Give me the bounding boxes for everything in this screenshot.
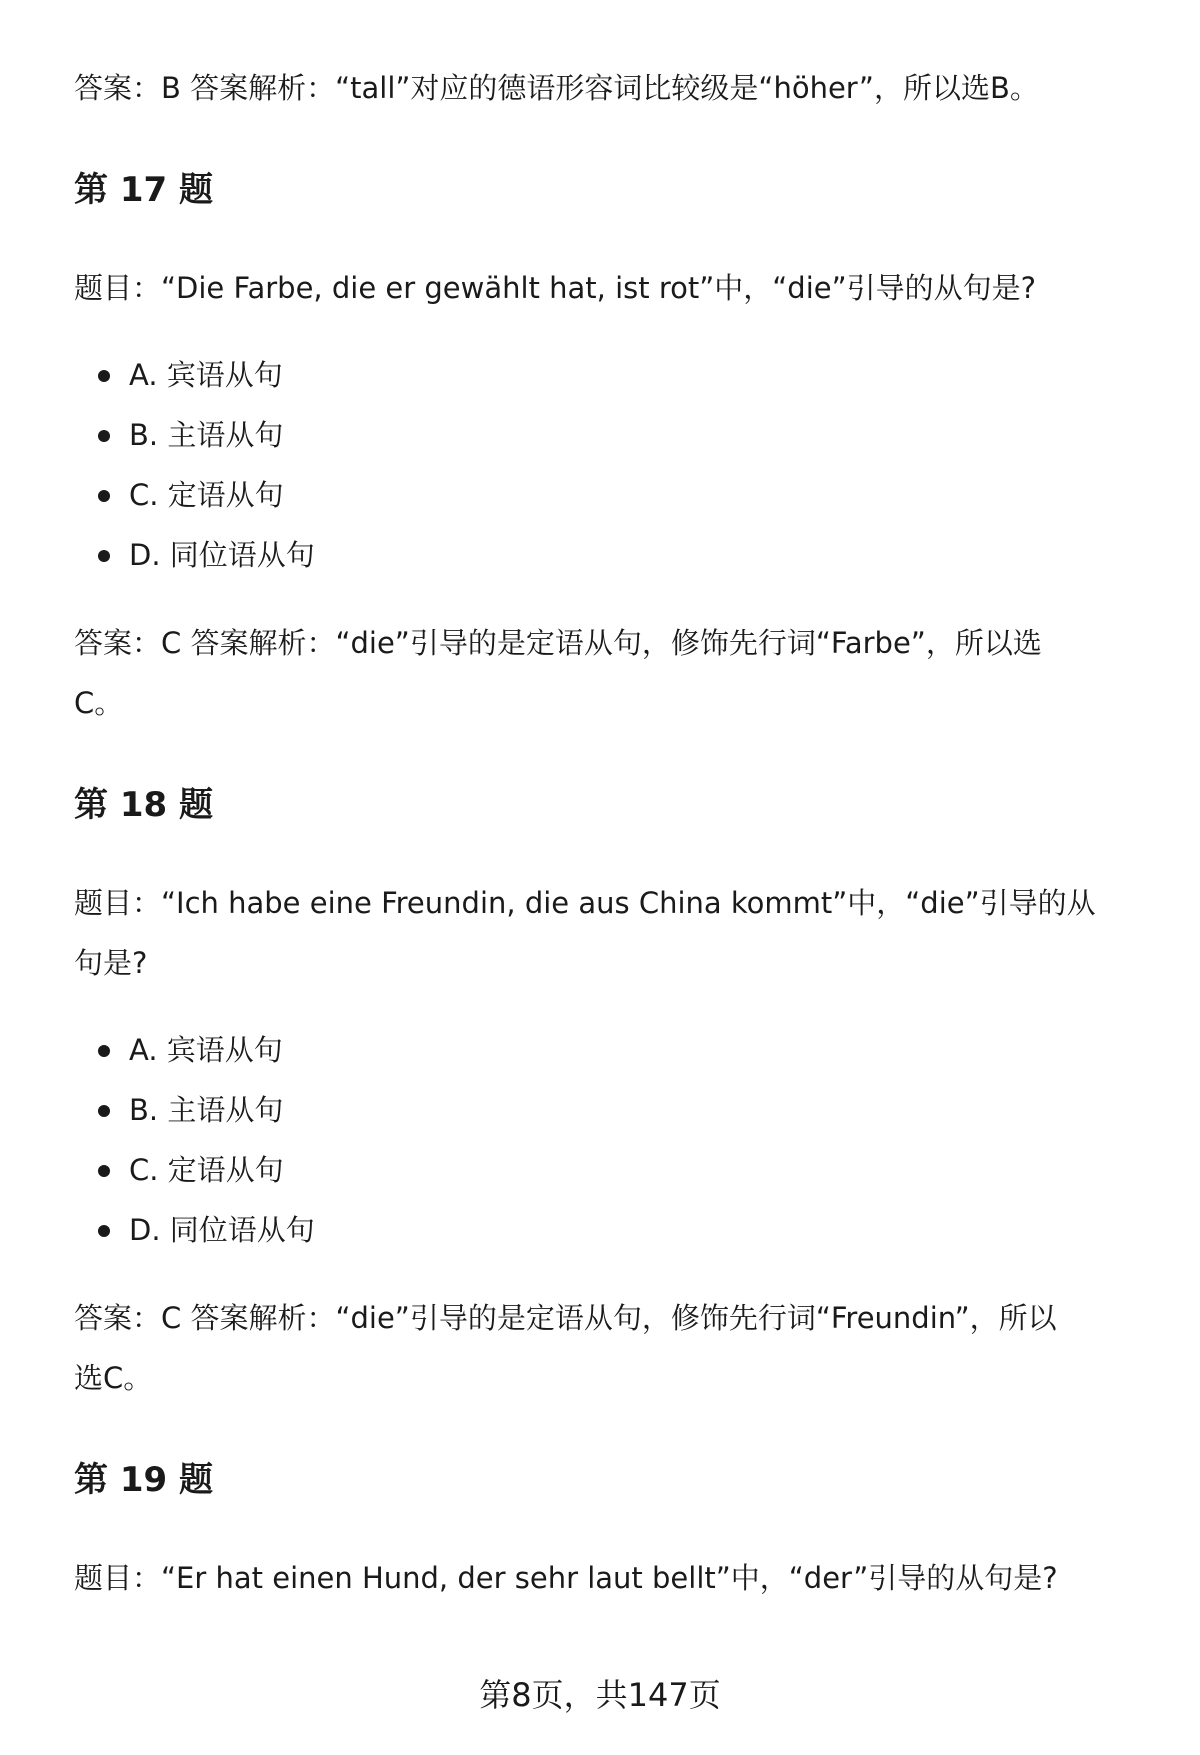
- bullet-icon: [98, 490, 110, 502]
- q18-option-b: B. 主语从句: [74, 1080, 315, 1140]
- q18-option-a: A. 宾语从句: [74, 1020, 315, 1080]
- bullet-icon: [98, 370, 110, 382]
- bullet-icon: [98, 1105, 110, 1117]
- q18-answer-line1: 答案：C 答案解析：“die”引导的是定语从句，修饰先行词“Freundin”，所以: [74, 1301, 1057, 1335]
- q17-stem: 题目：“Die Farbe, die er gewählt hat, ist rot”中，“die”引导的从句是?: [74, 271, 1037, 305]
- q17-answer-line1: 答案：C 答案解析：“die”引导的是定语从句，修饰先行词“Farbe”，所以选: [74, 626, 1042, 660]
- q17-option-a: A. 宾语从句: [74, 345, 315, 405]
- q17-options: [74, 345, 315, 585]
- q17-answer-line2: C。: [74, 686, 124, 720]
- q19-stem: 题目：“Er hat einen Hund, der sehr laut bellt”中，“der”引导的从句是?: [74, 1561, 1058, 1595]
- bullet-icon: [98, 550, 110, 562]
- q18-heading: 第 18 题: [74, 785, 213, 825]
- q18-option-d: D. 同位语从句: [74, 1200, 315, 1260]
- q18-answer-line2: 选C。: [74, 1361, 153, 1395]
- q17-option-c: C. 定语从句: [74, 465, 315, 525]
- bullet-icon: [98, 1165, 110, 1177]
- q18-option-c: C. 定语从句: [74, 1140, 315, 1200]
- bullet-icon: [98, 1045, 110, 1057]
- page-number-footer: 第8页，共147页: [479, 1676, 721, 1714]
- q18-options: [74, 1020, 315, 1260]
- q18-stem-line1: 题目：“Ich habe eine Freundin, die aus China kommt”中，“die”引导的从: [74, 886, 1096, 920]
- bullet-icon: [98, 1225, 110, 1237]
- q18-stem-line2: 句是?: [74, 946, 148, 980]
- q17-option-b: B. 主语从句: [74, 405, 315, 465]
- q17-option-d: D. 同位语从句: [74, 525, 315, 585]
- q19-heading: 第 19 题: [74, 1460, 213, 1500]
- q16-answer: 答案：B 答案解析：“tall”对应的德语形容词比较级是“höher”，所以选B。: [74, 71, 1039, 105]
- q17-heading: 第 17 题: [74, 170, 213, 210]
- bullet-icon: [98, 430, 110, 442]
